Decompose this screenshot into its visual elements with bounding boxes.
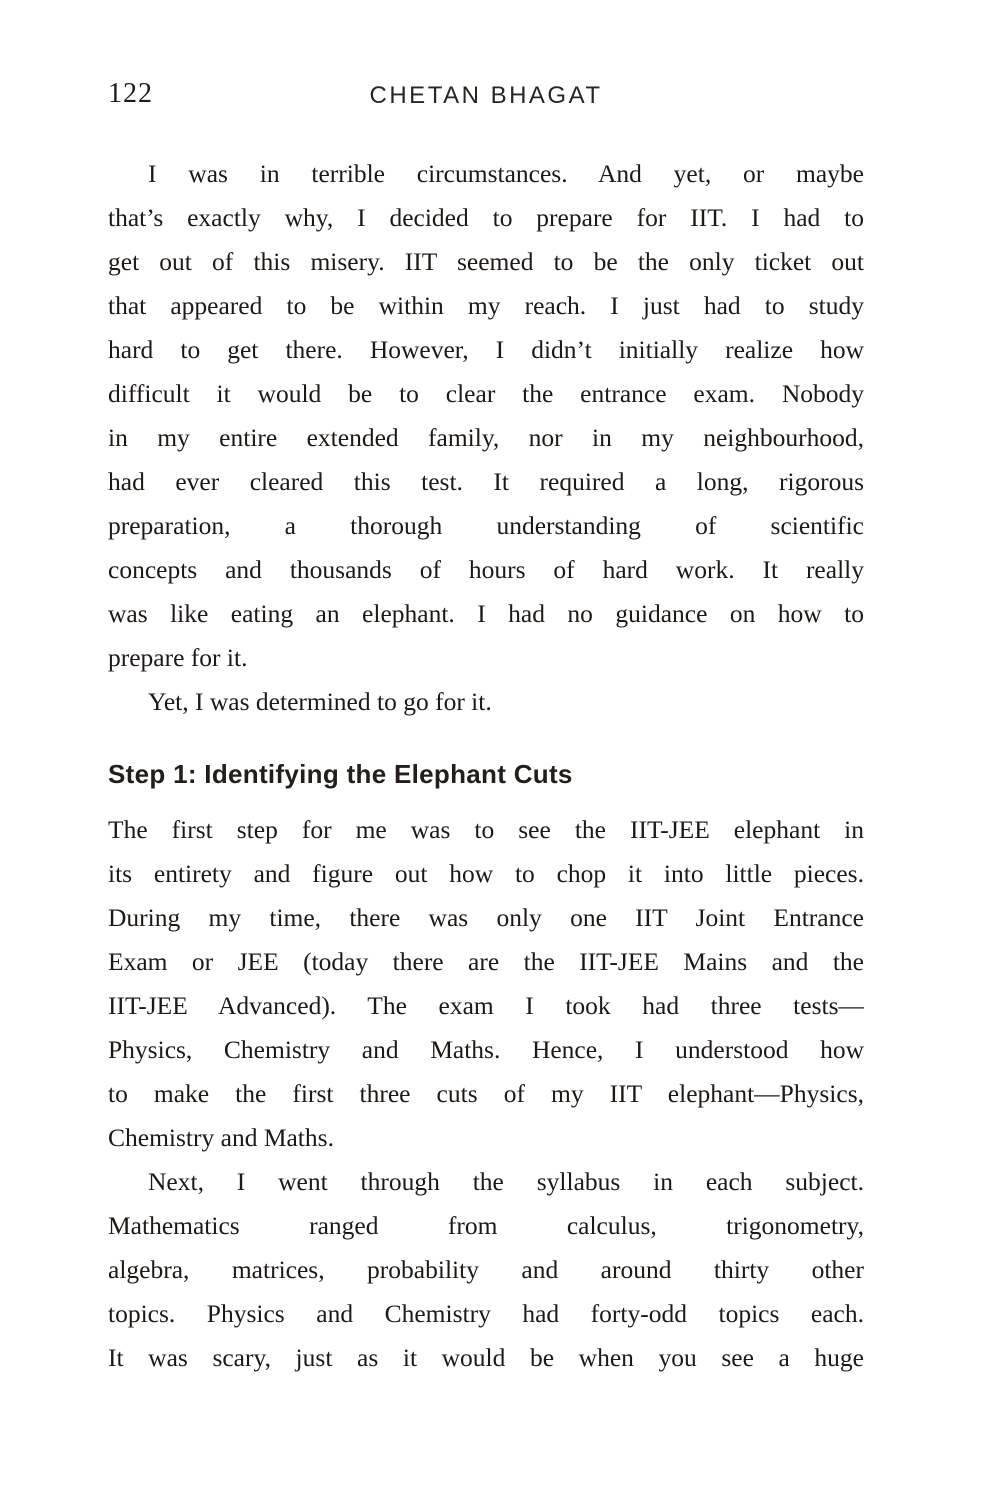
text-line: was like eating an elephant. I had no guidance on how to (108, 599, 864, 628)
section-heading: Step 1: Identifying the Elephant Cuts (108, 759, 573, 789)
text-line: algebra, matrices, probability and around thirty other (108, 1255, 864, 1284)
text-line: Physics, Chemistry and Maths. Hence, I understood how (108, 1035, 864, 1064)
page-body (108, 152, 864, 1380)
running-header-title: CHETAN BHAGAT (369, 82, 603, 109)
text-line: preparation, a thorough understanding of scientific (108, 511, 864, 540)
text-line: prepare for it. (108, 643, 248, 672)
text-line: that appeared to be within my reach. I just had to study (108, 291, 864, 320)
text-line: It was scary, just as it would be when you see a huge (108, 1343, 864, 1372)
page-number: 122 (108, 78, 153, 109)
text-line: The first step for me was to see the IIT-JEE elephant in (108, 815, 864, 844)
text-line: Yet, I was determined to go for it. (148, 687, 492, 716)
text-line: Mathematics ranged from calculus, trigonometry, (108, 1211, 864, 1240)
text-line: Chemistry and Maths. (108, 1123, 334, 1152)
paragraph (108, 808, 864, 1160)
text-line: hard to get there. However, I didn’t initially realize how (108, 335, 864, 364)
paragraph (108, 680, 864, 724)
text-line: difficult it would be to clear the entrance exam. Nobody (108, 379, 864, 408)
paragraph (108, 1160, 864, 1380)
text-line: Exam or JEE (today there are the IIT-JEE Mains and the (108, 947, 864, 976)
text-line: that’s exactly why, I decided to prepare for IIT. I had to (108, 203, 864, 232)
text-line: its entirety and figure out how to chop it into little pieces. (108, 859, 864, 888)
text-line: had ever cleared this test. It required a long, rigorous (108, 467, 864, 496)
text-line: topics. Physics and Chemistry had forty-odd topics each. (108, 1299, 864, 1328)
text-line: Next, I went through the syllabus in each subject. (148, 1167, 864, 1196)
text-line: IIT-JEE Advanced). The exam I took had three tests— (108, 991, 864, 1020)
text-line: to make the first three cuts of my IIT elephant—Physics, (108, 1079, 864, 1108)
text-line: get out of this misery. IIT seemed to be the only ticket out (108, 247, 864, 276)
text-line: During my time, there was only one IIT Joint Entrance (108, 903, 864, 932)
text-line: concepts and thousands of hours of hard work. It really (108, 555, 864, 584)
running-header (108, 80, 864, 114)
paragraph (108, 152, 864, 680)
text-line: in my entire extended family, nor in my neighbourhood, (108, 423, 864, 452)
text-line: I was in terrible circumstances. And yet, or maybe (148, 159, 864, 188)
